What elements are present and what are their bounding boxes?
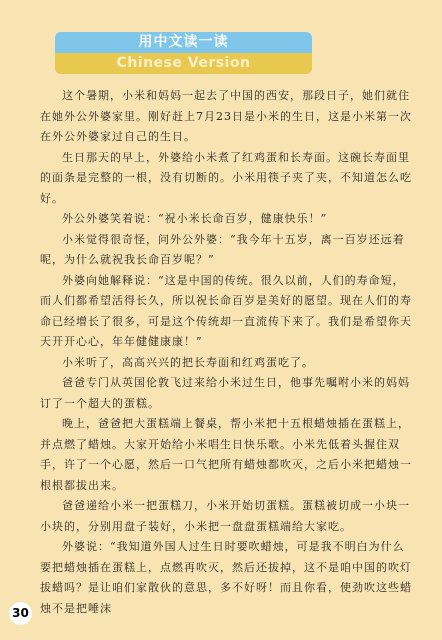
paragraph: 小米听了，高高兴兴的把长寿面和红鸡蛋吃了。 [62, 355, 314, 369]
section-banner [55, 32, 312, 74]
story-text [40, 86, 414, 619]
paragraph: 外婆向她解释说：“这是中国的传统。很久以前，人们的寿命短，而人们都希望活得长久，所以祝长命百岁是美好的愿望。现在人们的寿命已经增长了很多，可是这个传统却一直流传下来了。我们是希望你天天开开心心，年年健健康康！” [40, 273, 412, 348]
section-title-english: Chinese Version [55, 53, 312, 74]
paragraph: 外婆说：“我知道外国人过生日时要吹蜡烛，可是我不明白为什么要把蜡烛插在蛋糕上，点燃再吹灭，然后还拔掉，这不是咱中国的吹灯拔蜡吗？是让咱们家散伙的意思，多不好呀！而且你看，使劲吹这些蜡烛不是把唾沫 [40, 540, 412, 615]
paragraph: 这个暑期，小米和妈妈一起去了中国的西安，那段日子，她们就住在她外公外婆家里。刚好赶上7月23日是小米的生日，这是小米第一次在外公外婆家过自己的生日。 [40, 89, 412, 143]
paragraph: 爸爸递给小米一把蛋糕刀，小米开始切蛋糕。蛋糕被切成一小块一小块的，分别用盘子装好，小米把一盘盘蛋糕端给大家吃。 [40, 499, 410, 533]
paragraph: 晚上，爸爸把大蛋糕端上餐桌，帮小米把十五根蜡烛插在蛋糕上，并点燃了蜡烛。大家开始给小米唱生日快乐歌。小米先低着头握住双手，许了一个心愿，然后一口气把所有蜡烛都吹灭，之后小米把蜡烛一根根都拔出来。 [40, 417, 412, 492]
section-title-chinese: 用中文读一读 [55, 32, 312, 53]
paragraph: 外公外婆笑着说：“祝小米长命百岁，健康快乐！” [62, 212, 328, 225]
paragraph: 爸爸专门从英国伦敦飞过来给小米过生日，他事先嘱咐小米的妈妈订了一个超大的蛋糕。 [40, 376, 410, 410]
paragraph: 生日那天的早上，外婆给小米煮了红鸡蛋和长寿面。这碗长寿面里的面条是完整的一根，没有切断的。小米用筷子夹了夹，不知道怎么吃好。 [40, 150, 412, 205]
paragraph: 小米觉得很奇怪，问外公外婆：“我今年十五岁，离一百岁还远着呢，为什么就祝我长命百岁呢？” [40, 232, 405, 266]
page-number: 30 [9, 602, 32, 625]
